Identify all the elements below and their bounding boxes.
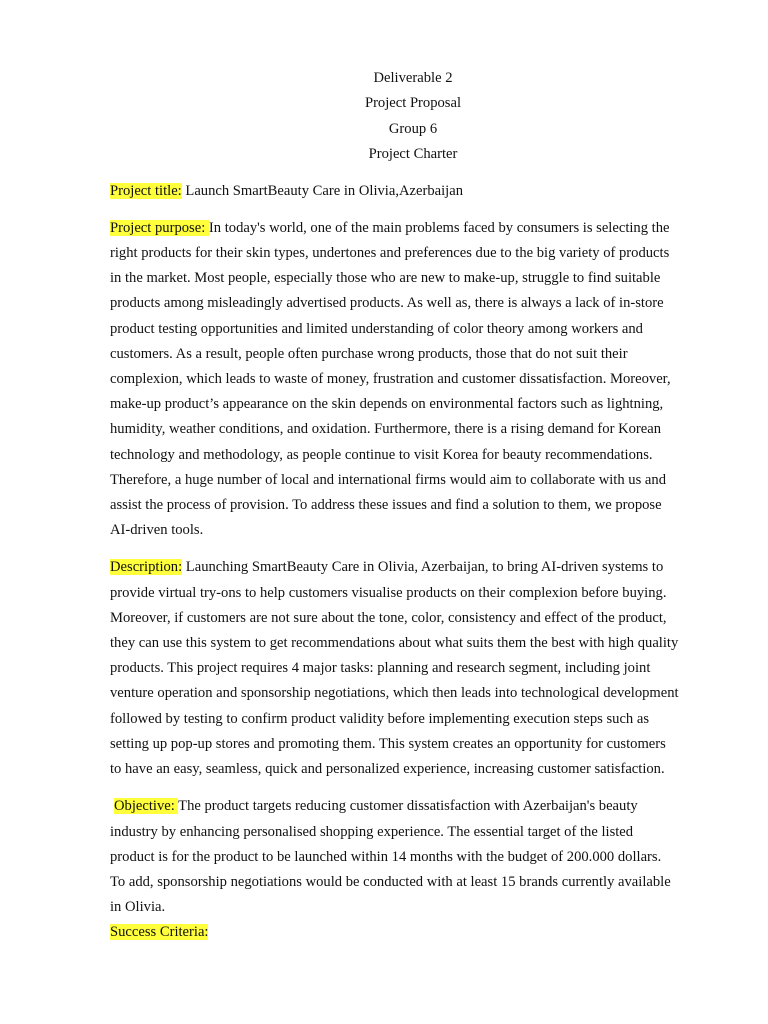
project-purpose-line: assist the process of provision. To address these issues and find a solution to them, we propose	[110, 497, 662, 514]
project-purpose-label: Project purpose:	[110, 219, 209, 236]
project-title-label: Project title:	[110, 182, 182, 199]
description-line: provide virtual try-ons to help customers visualise products on their complexion before buying.	[110, 584, 667, 601]
description-line	[110, 555, 716, 580]
project-purpose-line: Therefore, a huge number of local and international firms would aim to collaborate with us and	[110, 471, 667, 488]
objective-line: To add, sponsorship negotiations would be conducted with at least 15 brands currently available	[110, 873, 671, 890]
success-criteria-line	[110, 920, 716, 945]
project-purpose-line: humidity, weather conditions, and oxidation. Furthermore, there is a rising demand for Korean	[110, 421, 662, 438]
objective-line: industry by enhancing personalised shopping experience. The essential target of the listed	[110, 823, 634, 840]
project-title-text: Launch SmartBeauty Care in Olivia,Azerbaijan	[181, 182, 463, 199]
project-purpose-text: In today's world, one of the main problems faced by consumers is selecting the	[208, 219, 670, 236]
success-criteria-label: Success Criteria:	[110, 924, 209, 941]
header-project-proposal: Project Proposal	[364, 95, 462, 112]
description-line: to have an easy, seamless, quick and personalized experience, increasing customer satisfaction.	[110, 761, 665, 778]
project-purpose-line: products among misleadingly advertised products. As well as, there is always a lack of in-store	[110, 295, 664, 312]
project-purpose-line: complexion, which leads to waste of money, frustration and customer dissatisfaction. Moreover,	[110, 371, 671, 388]
description-line: products. This project requires 4 major tasks: planning and research segment, including joint	[110, 660, 651, 677]
description-line: followed by testing to confirm product validity before implementing execution steps such as	[110, 710, 650, 727]
description-text: Launching SmartBeauty Care in Olivia, Azerbaijan, to bring AI-driven systems to	[182, 559, 664, 576]
description-line: they can use this system to get recommendations about what suits them the best with high quality	[110, 635, 679, 652]
description-line: setting up pop-up stores and promoting them. This system creates an opportunity for customers	[110, 735, 666, 752]
objective-line: product is for the product to be launched within 14 months with the budget of 200.000 dollars.	[110, 848, 662, 865]
project-purpose-line: make-up product’s appearance on the skin depends on environmental factors such as lightning,	[110, 396, 664, 413]
document-header	[110, 66, 716, 168]
header-project-charter: Project Charter	[368, 146, 458, 163]
project-title-section	[110, 179, 716, 204]
project-purpose-line: in the market. Most people, especially those who are new to make-up, struggle to find suitable	[110, 270, 661, 287]
project-purpose-section	[110, 216, 716, 544]
project-purpose-line: product testing opportunities and limited understanding of color theory among workers and	[110, 320, 643, 337]
project-purpose-line	[110, 216, 716, 241]
description-line: Moreover, if customers are not sure about the tone, color, consistency and effect of the product,	[110, 609, 667, 626]
project-purpose-line: technology and methodology, as people continue to visit Korea for beauty recommendations.	[110, 446, 653, 463]
project-purpose-line: customers. As a result, people often purchase wrong products, those that do not suit their	[110, 345, 628, 362]
header-group: Group 6	[388, 120, 438, 137]
objective-section	[110, 794, 716, 945]
project-purpose-line: AI-driven tools.	[110, 522, 204, 539]
objective-label: Objective:	[114, 798, 179, 815]
description-label: Description:	[110, 559, 183, 576]
objective-line	[110, 794, 716, 819]
objective-line: in Olivia.	[110, 899, 166, 916]
description-line: venture operation and sponsorship negotiations, which then leads into technological development	[110, 685, 679, 702]
document-page	[110, 66, 716, 946]
description-section	[110, 555, 716, 782]
header-deliverable: Deliverable 2	[373, 70, 453, 86]
objective-text: The product targets reducing customer dissatisfaction with Azerbaijan's beauty	[178, 798, 638, 815]
project-purpose-line: right products for their skin types, undertones and preferences due to the big variety of products	[110, 245, 670, 262]
